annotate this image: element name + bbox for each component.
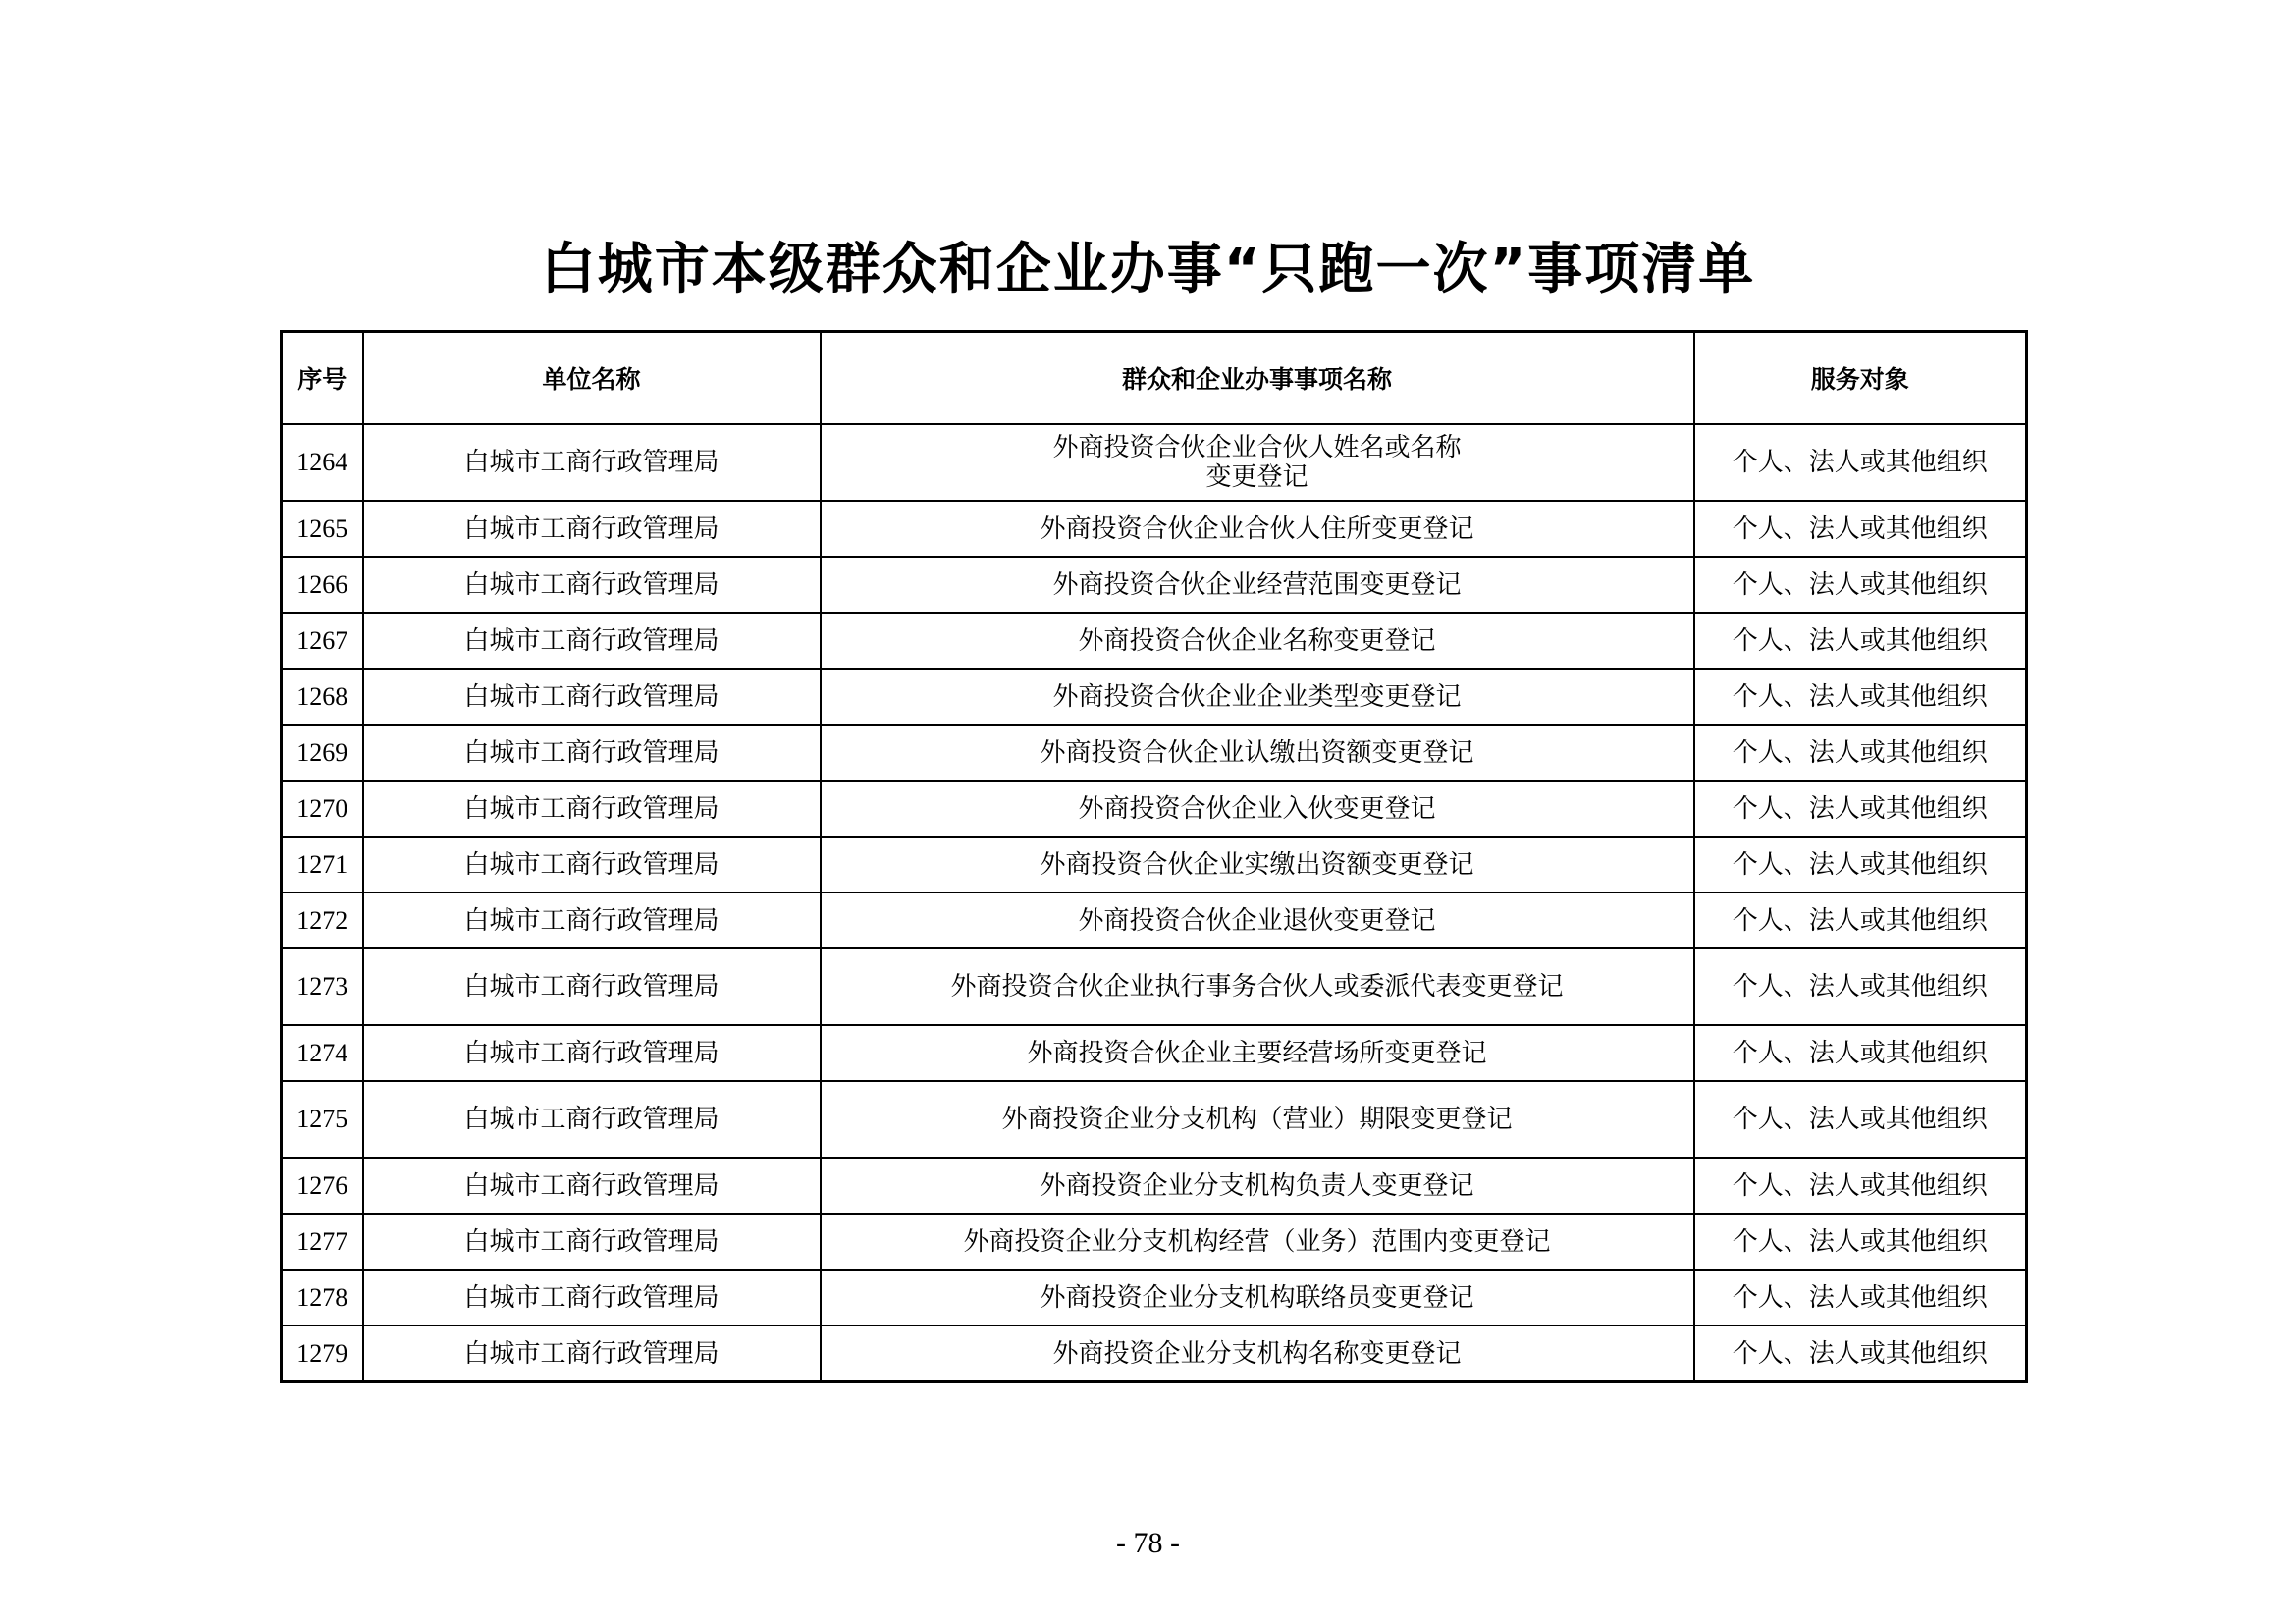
cell-unit-name: 白城市工商行政管理局: [363, 424, 821, 501]
page-title: 白城市本级群众和企业办事“只跑一次”事项清单: [540, 238, 1756, 301]
cell-service-target: 个人、法人或其他组织: [1694, 1025, 2027, 1081]
cell-item-name: 外商投资合伙企业名称变更登记: [821, 613, 1694, 669]
cell-service-target: 个人、法人或其他组织: [1694, 1081, 2027, 1158]
cell-serial-number: 1275: [282, 1081, 363, 1158]
cell-unit-name: 白城市工商行政管理局: [363, 1158, 821, 1214]
cell-unit-name: 白城市工商行政管理局: [363, 613, 821, 669]
cell-item-name: 外商投资企业分支机构（营业）期限变更登记: [821, 1081, 1694, 1158]
cell-unit-name: 白城市工商行政管理局: [363, 893, 821, 948]
cell-serial-number: 1276: [282, 1158, 363, 1214]
cell-service-target: 个人、法人或其他组织: [1694, 613, 2027, 669]
cell-service-target: 个人、法人或其他组织: [1694, 557, 2027, 613]
cell-item-name: 外商投资合伙企业主要经营场所变更登记: [821, 1025, 1694, 1081]
table-row: [282, 1326, 2027, 1382]
cell-serial-number: 1274: [282, 1025, 363, 1081]
cell-serial-number: 1266: [282, 557, 363, 613]
table-row: [282, 1081, 2027, 1158]
cell-unit-name: 白城市工商行政管理局: [363, 557, 821, 613]
cell-unit-name: 白城市工商行政管理局: [363, 948, 821, 1025]
cell-unit-name: 白城市工商行政管理局: [363, 1025, 821, 1081]
table-row: [282, 557, 2027, 613]
table-row: [282, 893, 2027, 948]
cell-item-name: 外商投资合伙企业入伙变更登记: [821, 781, 1694, 837]
cell-unit-name: 白城市工商行政管理局: [363, 781, 821, 837]
cell-service-target: 个人、法人或其他组织: [1694, 669, 2027, 725]
header-item-name: 群众和企业办事事项名称: [821, 332, 1694, 425]
table-header-row: [282, 332, 2027, 425]
cell-service-target: 个人、法人或其他组织: [1694, 1326, 2027, 1382]
cell-serial-number: 1264: [282, 424, 363, 501]
cell-service-target: 个人、法人或其他组织: [1694, 893, 2027, 948]
cell-service-target: 个人、法人或其他组织: [1694, 948, 2027, 1025]
cell-item-name: 外商投资合伙企业认缴出资额变更登记: [821, 725, 1694, 781]
cell-item-name: 外商投资合伙企业合伙人姓名或名称 变更登记: [821, 424, 1694, 501]
table-row: [282, 837, 2027, 893]
cell-serial-number: 1268: [282, 669, 363, 725]
cell-item-name: 外商投资合伙企业企业类型变更登记: [821, 669, 1694, 725]
cell-unit-name: 白城市工商行政管理局: [363, 1214, 821, 1270]
table-row: [282, 613, 2027, 669]
cell-item-name: 外商投资合伙企业合伙人住所变更登记: [821, 501, 1694, 557]
table-row: [282, 781, 2027, 837]
cell-unit-name: 白城市工商行政管理局: [363, 837, 821, 893]
items-table: [280, 330, 2028, 1383]
cell-item-name: 外商投资企业分支机构名称变更登记: [821, 1326, 1694, 1382]
cell-service-target: 个人、法人或其他组织: [1694, 424, 2027, 501]
table-row: [282, 725, 2027, 781]
cell-unit-name: 白城市工商行政管理局: [363, 1326, 821, 1382]
table-row: [282, 501, 2027, 557]
cell-item-name: 外商投资合伙企业经营范围变更登记: [821, 557, 1694, 613]
header-service-target: 服务对象: [1694, 332, 2027, 425]
cell-serial-number: 1269: [282, 725, 363, 781]
table-row: [282, 669, 2027, 725]
cell-serial-number: 1267: [282, 613, 363, 669]
cell-service-target: 个人、法人或其他组织: [1694, 837, 2027, 893]
cell-item-name: 外商投资企业分支机构负责人变更登记: [821, 1158, 1694, 1214]
cell-serial-number: 1277: [282, 1214, 363, 1270]
cell-unit-name: 白城市工商行政管理局: [363, 669, 821, 725]
cell-item-name: 外商投资企业分支机构联络员变更登记: [821, 1270, 1694, 1326]
table-row: [282, 1158, 2027, 1214]
cell-serial-number: 1270: [282, 781, 363, 837]
cell-serial-number: 1279: [282, 1326, 363, 1382]
cell-unit-name: 白城市工商行政管理局: [363, 501, 821, 557]
cell-service-target: 个人、法人或其他组织: [1694, 501, 2027, 557]
cell-serial-number: 1278: [282, 1270, 363, 1326]
cell-serial-number: 1272: [282, 893, 363, 948]
cell-service-target: 个人、法人或其他组织: [1694, 1270, 2027, 1326]
table-row: [282, 1214, 2027, 1270]
cell-item-name: 外商投资企业分支机构经营（业务）范围内变更登记: [821, 1214, 1694, 1270]
cell-item-name: 外商投资合伙企业执行事务合伙人或委派代表变更登记: [821, 948, 1694, 1025]
header-unit-name: 单位名称: [363, 332, 821, 425]
cell-unit-name: 白城市工商行政管理局: [363, 1081, 821, 1158]
table-row: [282, 1270, 2027, 1326]
cell-serial-number: 1271: [282, 837, 363, 893]
table-row: [282, 1025, 2027, 1081]
cell-service-target: 个人、法人或其他组织: [1694, 1214, 2027, 1270]
cell-unit-name: 白城市工商行政管理局: [363, 725, 821, 781]
page-number: - 78 -: [1116, 1527, 1180, 1559]
table-row: [282, 424, 2027, 501]
cell-item-name: 外商投资合伙企业实缴出资额变更登记: [821, 837, 1694, 893]
cell-unit-name: 白城市工商行政管理局: [363, 1270, 821, 1326]
cell-serial-number: 1273: [282, 948, 363, 1025]
cell-serial-number: 1265: [282, 501, 363, 557]
table-body: [282, 424, 2027, 1382]
cell-service-target: 个人、法人或其他组织: [1694, 781, 2027, 837]
cell-item-name: 外商投资合伙企业退伙变更登记: [821, 893, 1694, 948]
cell-service-target: 个人、法人或其他组织: [1694, 1158, 2027, 1214]
cell-service-target: 个人、法人或其他组织: [1694, 725, 2027, 781]
header-serial-number: 序号: [282, 332, 363, 425]
table-row: [282, 948, 2027, 1025]
